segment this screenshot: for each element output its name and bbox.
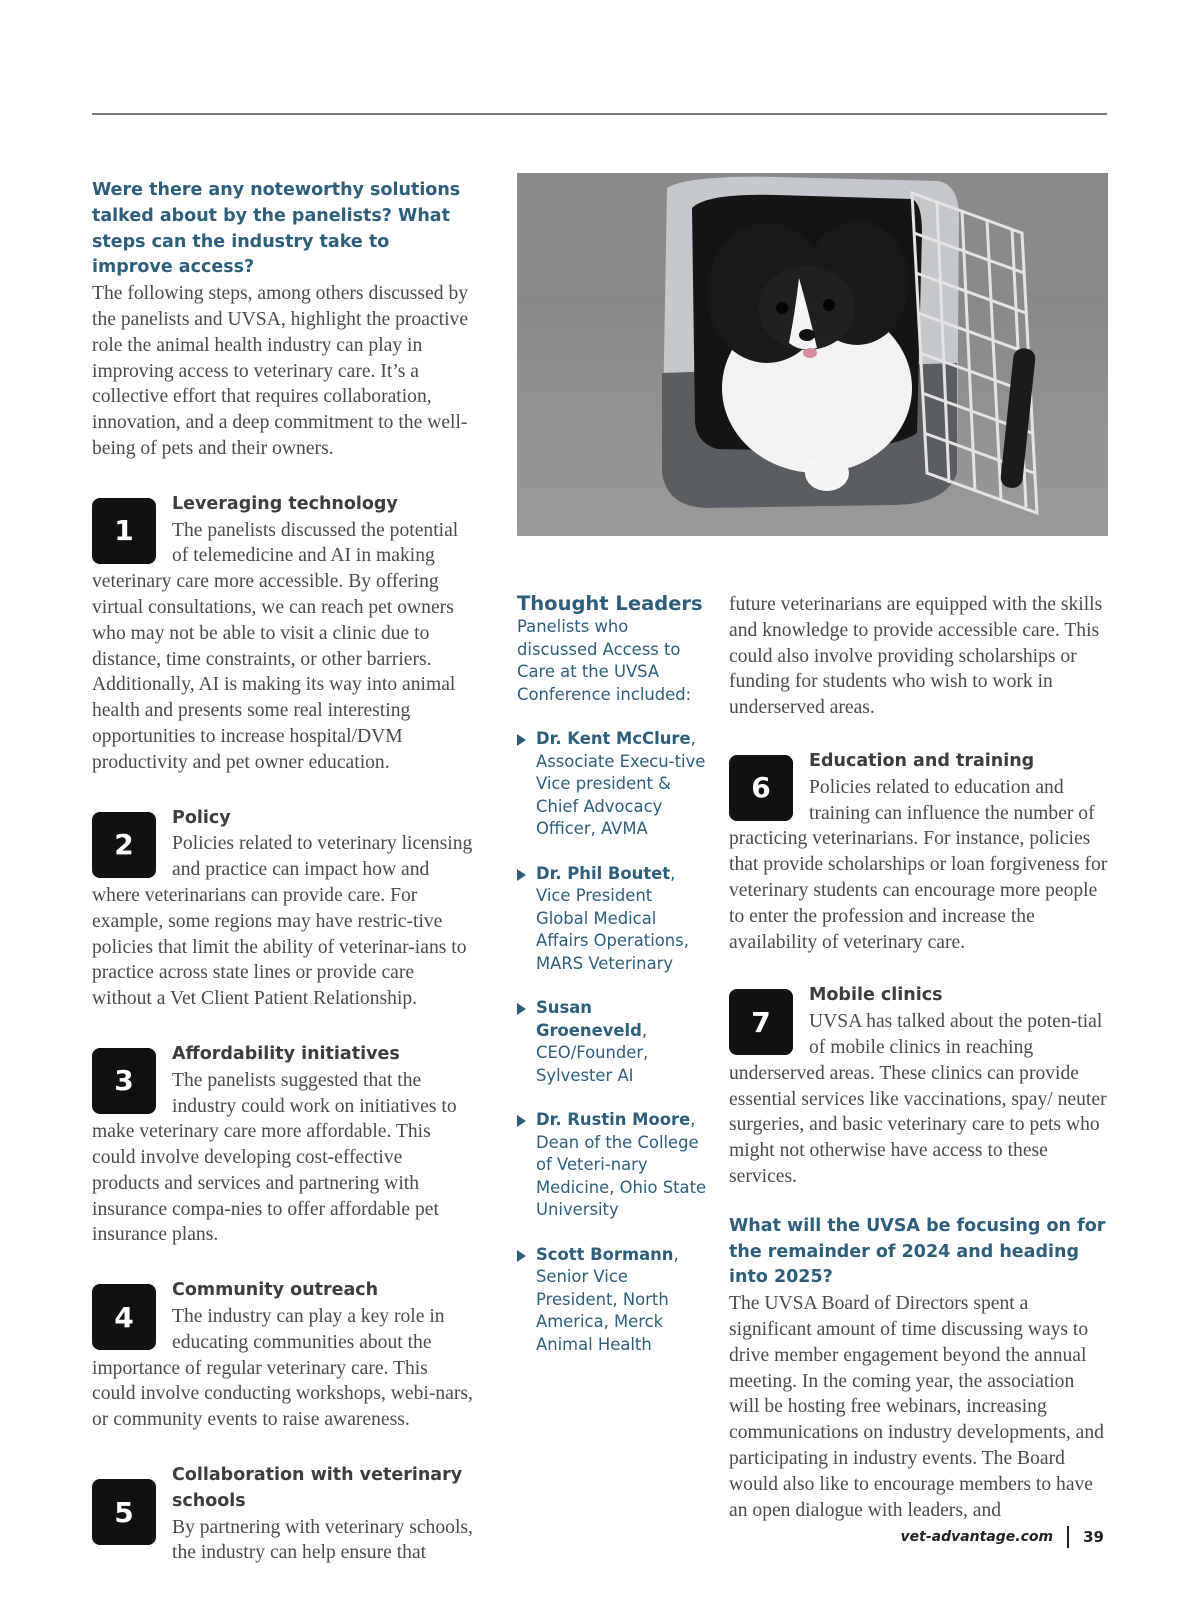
- step-title: Leveraging technology: [172, 493, 398, 514]
- step-text: Policies related to veterinary licensing and practice can impact how and where veterinarians can provide care. For example, some regions may have restric-tive policies that limit the ability of veterinar-ians to practice across state lines or provide care without a Vet Client Patient Relationship.: [92, 833, 473, 1010]
- leader-role: Associate Execu-tive Vice president & Chief Advocacy Officer, AVMA: [536, 751, 706, 838]
- step-item: [92, 492, 474, 776]
- triangle-bullet-icon: [517, 734, 526, 746]
- list-item: Scott Bormann, Senior Vice President, North America, Merck Animal Health: [517, 1244, 707, 1357]
- step-title: Education and training: [809, 750, 1035, 771]
- list-item: Susan Groeneveld, CEO/Founder, Sylvester AI: [517, 997, 707, 1087]
- leader-name: Dr. Phil Boutet: [536, 863, 671, 883]
- leader-name: Dr. Rustin Moore: [536, 1110, 691, 1129]
- step-text: By partnering with veterinary schools, the industry can help ensure that: [172, 1516, 473, 1564]
- list-item: Dr. Rustin Moore, Dean of the College of Veteri-nary Medicine, Ohio State University: [517, 1109, 707, 1222]
- step-item: [92, 1463, 474, 1566]
- step-item: [92, 1278, 474, 1433]
- step-item: [729, 983, 1109, 1189]
- footer-divider: [1067, 1526, 1069, 1548]
- step-number-badge: 3: [92, 1048, 156, 1114]
- triangle-bullet-icon: [517, 869, 526, 881]
- site-url: vet-advantage.com: [900, 1529, 1054, 1545]
- triangle-bullet-icon: [517, 1250, 526, 1262]
- leader-role: CEO/Founder, Sylvester AI: [536, 1043, 649, 1085]
- leader-name: Susan Groeneveld: [536, 998, 642, 1040]
- triangle-bullet-icon: [517, 1115, 526, 1127]
- leader-name: Scott Bormann: [536, 1244, 674, 1264]
- step-number-badge: 4: [92, 1284, 156, 1350]
- step-number-badge: 2: [92, 812, 156, 878]
- thought-leaders-sidebar: [517, 592, 707, 1378]
- right-column: [729, 592, 1109, 1523]
- step-title: Community outreach: [172, 1280, 379, 1301]
- intro-paragraph: The following steps, among others discussed by the panelists and UVSA, highlight the proactive role the animal health industry can play in improving access to veterinary care. It’s a collective effort that requires collaboration, innovation, and a deep commitment to the well-being of pets and their owners.: [92, 283, 469, 459]
- continuation-paragraph: future veterinarians are equipped with the skills and knowledge to provide accessible care. This could also involve providing scholarships or funding for students who wish to work in underserved areas.: [729, 594, 1103, 719]
- step-number-badge: 5: [92, 1479, 156, 1545]
- step-text: UVSA has talked about the poten-tial of mobile clinics in reaching underserved areas. These clinics can provide essential services like vaccinations, spay/ neuter surgeries, and basic veterinary care to pets who might not otherwise have access to these services.: [729, 1011, 1107, 1187]
- step-text: The panelists suggested that the industry could work on initiatives to make veterinary care more affordable. This could involve developing cost-effective products and services and partnering with insurance compa-nies to offer affordable pet insurance plans.: [92, 1069, 457, 1246]
- dog-photo-illustration: [517, 173, 1108, 536]
- step-text: The panelists discussed the potential of telemedicine and AI in making veterinary care more accessible. By offering virtual consultations, we can reach pet owners who may not be able to visit a clinic due to distance, time constraints, or other barriers. Additionally, AI is making its way into animal health and presents some real interesting opportunities to increase hospital/DVM productivity and pet owner education.: [92, 519, 459, 773]
- step-title: Affordability initiatives: [172, 1043, 400, 1064]
- sidebar-title: Thought Leaders: [517, 592, 703, 615]
- page-footer: [901, 1526, 1105, 1548]
- leader-role: Dean of the College of Veteri-nary Medicine, Ohio State University: [536, 1132, 707, 1219]
- step-item: [92, 806, 474, 1012]
- step-text: The industry can play a key role in educating communities about the importance of regular veterinary care. This could involve conducting workshops, webi-nars, or community events to raise awareness.: [92, 1306, 473, 1431]
- list-item: Dr. Phil Boutet, Vice President Global Medical Affairs Operations, MARS Veterinary: [517, 863, 707, 976]
- triangle-bullet-icon: [517, 1003, 526, 1015]
- step-number-badge: 7: [729, 989, 793, 1055]
- leaders-list: [517, 728, 707, 1356]
- step-title: Mobile clinics: [809, 985, 943, 1006]
- leader-name: Dr. Kent McClure: [536, 729, 691, 748]
- leader-role: Senior Vice President, North America, Merck Animal Health: [536, 1267, 669, 1354]
- step-text: Policies related to education and training can influence the number of practicing veterinarians. For instance, policies that provide scholarships or loan forgiveness for veterinary students can encourage more people to enter the profession and increase the availability of veterinary care.: [729, 776, 1108, 953]
- step-item: [92, 1042, 474, 1248]
- step-title: Collaboration with veterinary schools: [172, 1465, 463, 1511]
- left-column: [92, 178, 474, 1566]
- question-heading: Were there any noteworthy solutions talked about by the panelists? What steps can the industry take to improve access?: [92, 180, 461, 278]
- sidebar-intro: Panelists who discussed Access to Care at the UVSA Conference included:: [517, 617, 692, 704]
- dog-carrier-photo: [517, 173, 1108, 536]
- step-number-badge: 1: [92, 498, 156, 564]
- question-heading: What will the UVSA be focusing on for the remainder of 2024 and heading into 2025?: [729, 1215, 1106, 1288]
- step-number-badge: 6: [729, 755, 793, 821]
- step-title: Policy: [172, 807, 231, 828]
- leader-role: Vice President Global Medical Affairs Operations, MARS Veterinary: [536, 886, 689, 973]
- list-item: Dr. Kent McClure, Associate Execu-tive Vice president & Chief Advocacy Officer, AVMA: [517, 728, 707, 841]
- page-number: 39: [1083, 1528, 1104, 1546]
- step-item: [729, 749, 1109, 955]
- answer-paragraph: The UVSA Board of Directors spent a significant amount of time discussing ways to drive member engagement beyond the annual meeting. In the coming year, the association will be hosting free webinars, increasing communications on industry developments, and participating in industry events. The Board would also like to encourage members to have an open dialogue with leaders, and: [729, 1293, 1104, 1521]
- header-rule: [92, 113, 1107, 115]
